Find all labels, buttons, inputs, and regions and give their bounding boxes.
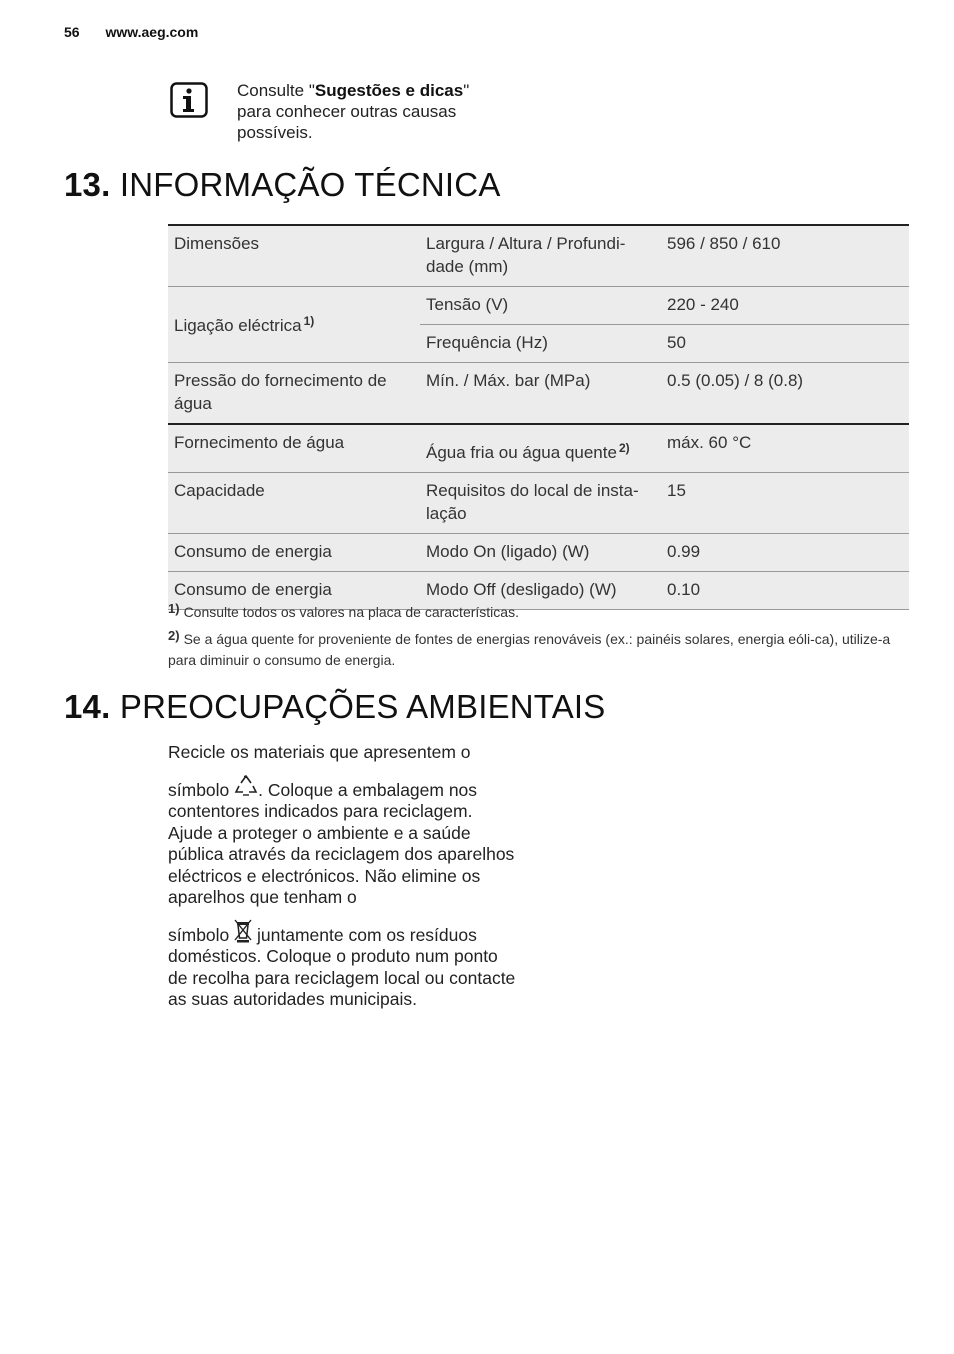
footnote-ref: 2) [618, 441, 630, 455]
table-cell: 50 [661, 325, 909, 363]
table-cell: 0.99 [661, 534, 909, 572]
table-cell: Consumo de energia [168, 572, 420, 610]
table-cell: Pressão do fornecimento de água [168, 363, 420, 425]
section-14-heading: 14. PREOCUPAÇÕES AMBIENTAIS [64, 688, 606, 725]
table-cell: Capacidade [168, 473, 420, 534]
table-cell: Modo On (ligado) (W) [420, 534, 661, 572]
table-cell: Dimensões [168, 225, 420, 287]
footnote-ref: 1) [303, 314, 315, 328]
table-row [168, 473, 909, 534]
table-cell: Consumo de energia [168, 534, 420, 572]
info-icon [170, 82, 208, 118]
table-cell: 0.5 (0.05) / 8 (0.8) [661, 363, 909, 425]
table-cell: Fornecimento de água [168, 424, 420, 473]
table-cell: 0.10 [661, 572, 909, 610]
environment-text [168, 742, 518, 1011]
table-cell: Requisitos do local de insta-lação [420, 473, 661, 534]
table-footnotes [168, 598, 908, 673]
table-cell: Mín. / Máx. bar (MPa) [420, 363, 661, 425]
table-row [168, 363, 909, 425]
table-cell: máx. 60 °C [661, 424, 909, 473]
table-cell: Ligação eléctrica $^{1)}$ [168, 287, 420, 363]
env-paragraph: Recicle os materiais que apresentem o símbolo . Coloque a embalagem nos contentores indicados para reciclagem. Ajude a proteger o ambiente e a saúde pública através da reciclagem dos aparelhos eléctricos e electrónicos. Não elimine os aparelhos que tenham o símbolo juntamente com os resíduos domésticos. Coloque o produto num ponto de recolha para reciclagem local ou contacte as suas autoridades municipais. [168, 742, 516, 1009]
table-row [168, 534, 909, 572]
recycle-icon [234, 774, 258, 798]
crossed-bin-icon [234, 919, 252, 943]
site-url[interactable]: www.aeg.com [105, 24, 199, 40]
footnote: 1) Consulte todos os valores na placa de características. [168, 601, 519, 620]
table-cell: Largura / Altura / Profundi-dade (mm) [420, 225, 661, 287]
table-cell: 220 - 240 [661, 287, 909, 325]
table-row [168, 225, 909, 287]
table-cell: Modo Off (desligado) (W) [420, 572, 661, 610]
page-header [64, 24, 198, 40]
table-row [168, 424, 909, 473]
table-cell: Frequência (Hz) [420, 325, 661, 363]
section-13-heading: 13. INFORMAÇÃO TÉCNICA [64, 166, 501, 203]
footnote: 2) Se a água quente for proveniente de fontes de energias renováveis (ex.: painéis solares, energia eóli-ca), utilize-a para diminuir o consumo de energia. [168, 628, 891, 668]
table-row [168, 287, 909, 325]
info-note-text: Consulte "Sugestões e dicas" para conhecer outras causas possíveis. [237, 81, 470, 142]
table-cell: 15 [661, 473, 909, 534]
table-cell: Água fria ou água quente $^{2)}$ [420, 424, 661, 473]
table-cell: 596 / 850 / 610 [661, 225, 909, 287]
table-cell: Tensão (V) [420, 287, 661, 325]
technical-spec-table [168, 224, 909, 610]
page-number: 56 [64, 24, 80, 40]
info-note [170, 80, 500, 150]
note-link: Sugestões e dicas [314, 81, 464, 100]
